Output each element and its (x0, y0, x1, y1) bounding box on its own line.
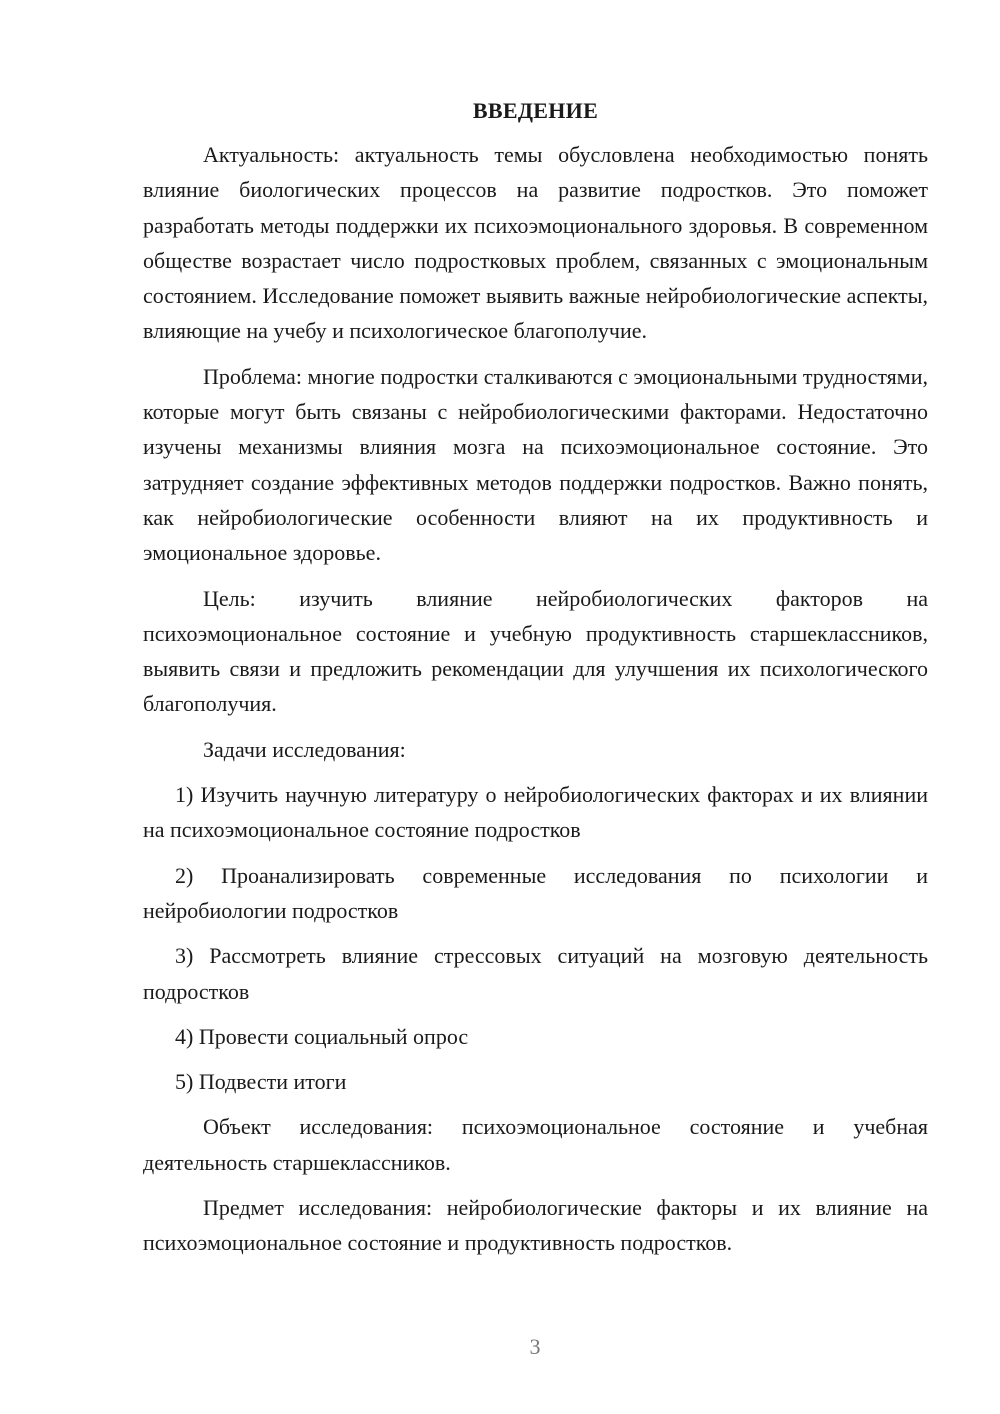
paragraph-object: Объект исследования: психоэмоциональное состояние и учебная деятельность старшеклассников. (143, 1114, 928, 1175)
page-number: 3 (529, 1334, 541, 1359)
paragraph-relevance: Актуальность: актуальность темы обусловлена необходимостью понять влияние биологических процессов на развитие подростков. Это поможет разработать методы поддержки их психоэмоционального здоровья. В современном обществе возрастает число подростковых проблем, связанных с эмоциональным состоянием. Исследование поможет выявить важные нейробиологические аспекты, влияющие на учебу и психологическое благополучие. (143, 142, 928, 344)
list-item-task-5: 5) Подвести итоги (175, 1069, 347, 1095)
paragraph-subject: Предмет исследования: нейробиологические факторы и их влияние на психоэмоциональное состояние и продуктивность подростков. (143, 1195, 928, 1256)
paragraph-tasks-heading: Задачи исследования: (203, 736, 406, 762)
list-item-task-3: 3) Рассмотреть влияние стрессовых ситуаций на мозговую деятельность подростков (143, 943, 928, 1004)
list-item-task-2: 2) Проанализировать современные исследования по психологии и нейробиологии подростков (143, 862, 928, 923)
paragraph-goal: Цель: изучить влияние нейробиологических факторов на психоэмоциональное состояние и учебную продуктивность старшеклассников, выявить связи и предложить рекомендации для улучшения их психологического благополучия. (143, 585, 928, 717)
list-item-task-4: 4) Провести социальный опрос (175, 1023, 469, 1049)
page-title: ВВЕДЕНИЕ (472, 98, 599, 123)
paragraph-problem: Проблема: многие подростки сталкиваются с эмоциональными трудностями, которые могут быть связаны с нейробиологическими факторами. Недостаточно изучены механизмы влияния мозга на психоэмоциональное состояние. Это затрудняет создание эффективных методов поддержки подростков. Важно понять, как нейробиологические особенности влияют на их продуктивность и эмоциональное здоровье. (143, 363, 928, 566)
list-item-task-1: 1) Изучить научную литературу о нейробиологических факторах и их влиянии на психоэмоциональное состояние подростков (143, 782, 928, 843)
